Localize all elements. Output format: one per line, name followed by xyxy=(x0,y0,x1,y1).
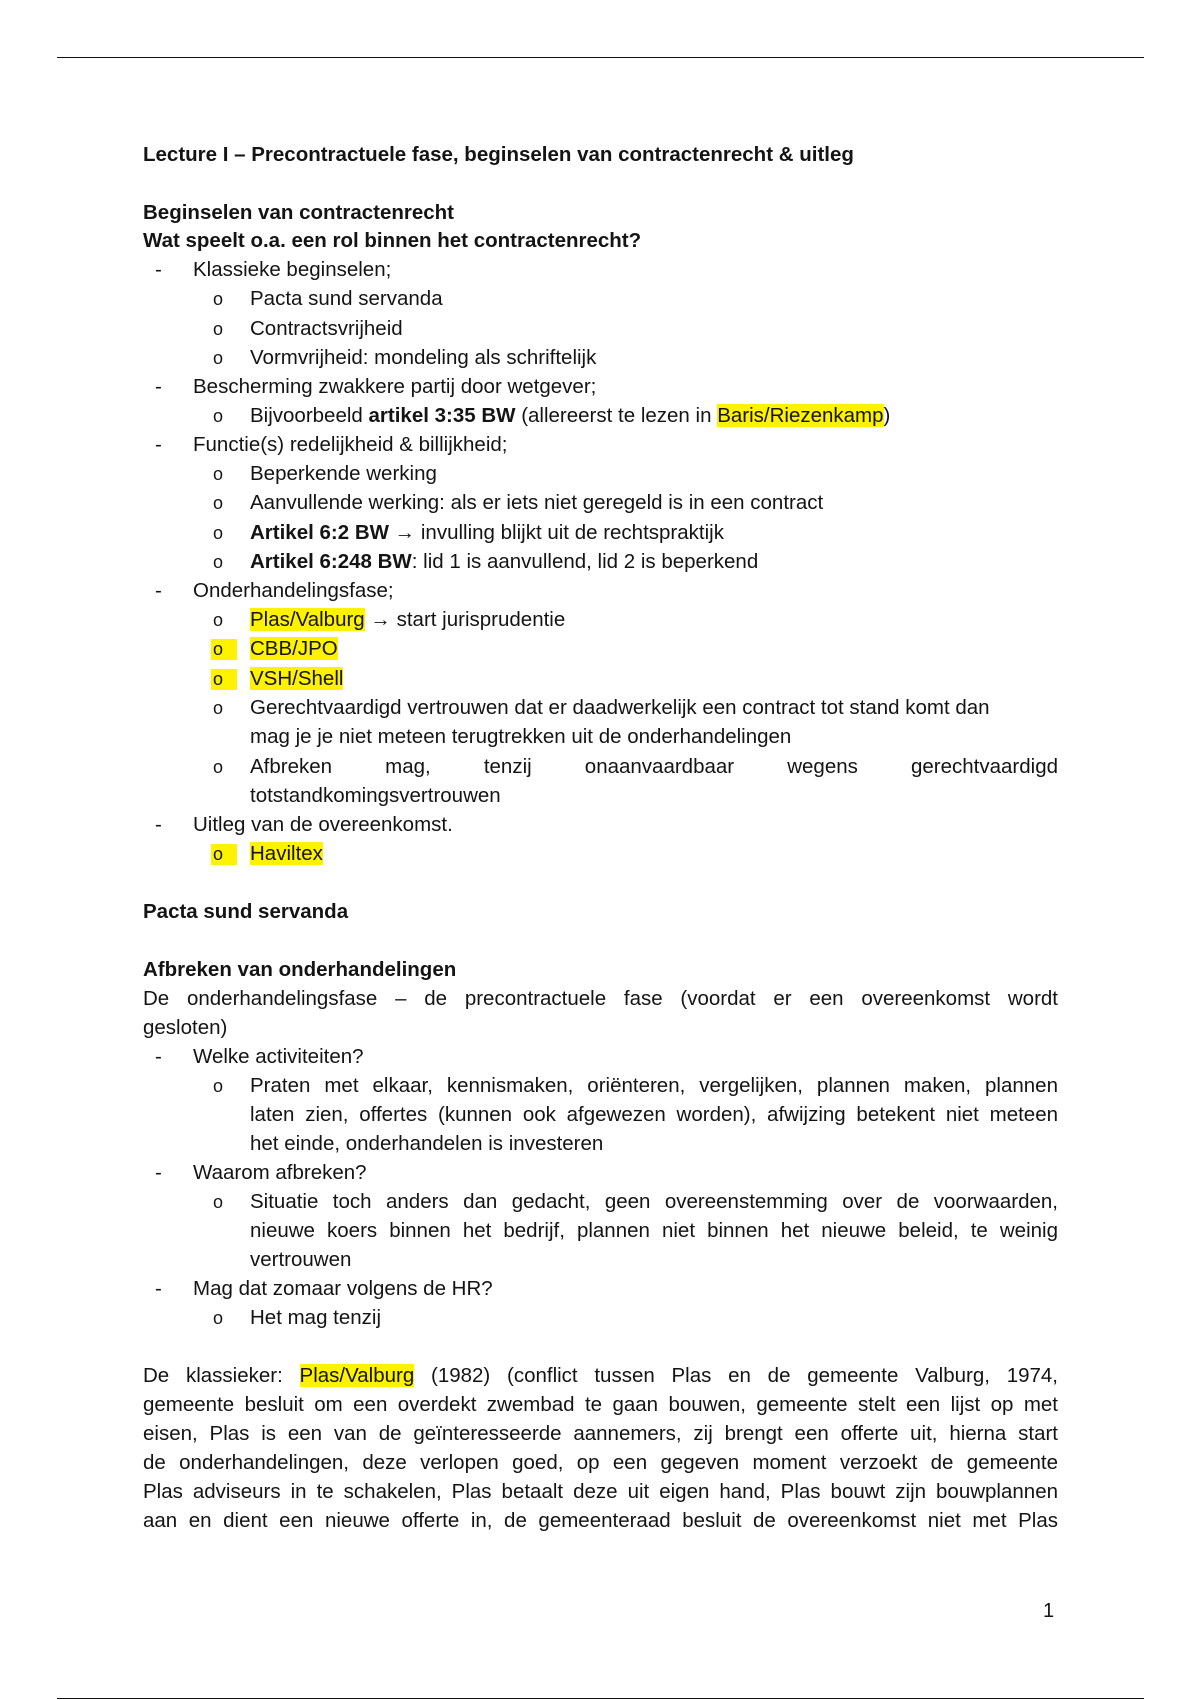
paragraph-line: De klassieker: Plas/Valburg (1982) (conflict tussen Plas en de gemeente Valburg, 1974, xyxy=(143,1364,1059,1387)
highlighted-case: VSH/Shell xyxy=(250,667,344,690)
dash-bullet: - xyxy=(155,375,162,398)
dash-bullet: - xyxy=(155,579,162,602)
sub-list-item: Aanvullende werking: als er iets niet geregeld is in een contract xyxy=(250,491,824,514)
list-item: Welke activiteiten? xyxy=(193,1045,364,1068)
sub-list-item: Situatie toch anders dan gedacht, geen overeenstemming over de voorwaarden, xyxy=(250,1190,1058,1213)
highlighted-case: Plas/Valburg xyxy=(299,1364,415,1387)
dash-bullet: - xyxy=(155,258,162,281)
highlighted-case: Plas/Valburg xyxy=(250,608,365,631)
dash-bullet: - xyxy=(155,1045,162,1068)
section-heading: Pacta sund servanda xyxy=(143,900,349,923)
circle-bullet: o xyxy=(213,464,224,484)
sub-list-item xyxy=(250,637,338,661)
circle-bullet: o xyxy=(213,757,224,777)
circle-bullet: o xyxy=(211,669,237,690)
circle-bullet: o xyxy=(213,1192,224,1212)
list-item: Bescherming zwakkere partij door wetgever; xyxy=(193,375,597,398)
sub-list-item-continued: mag je je niet meteen terugtrekken uit de onderhandelingen xyxy=(250,725,792,748)
circle-bullet: o xyxy=(213,552,224,572)
dash-bullet: - xyxy=(155,1161,162,1184)
dash-bullet: - xyxy=(155,433,162,456)
list-item: Waarom afbreken? xyxy=(193,1161,367,1184)
paragraph-line: eisen, Plas is een van de geïnteresseerde aannemers, zij brengt een offerte uit, hierna start xyxy=(143,1422,1058,1445)
circle-bullet: o xyxy=(213,493,224,513)
sub-list-item-continued: nieuwe koers binnen het bedrijf, plannen niet binnen het nieuwe beleid, te weinig xyxy=(250,1219,1058,1242)
circle-bullet: o xyxy=(213,319,224,339)
sub-list-item: Beperkende werking xyxy=(250,462,437,485)
footer-rule xyxy=(57,1698,1144,1699)
list-item: Onderhandelingsfase; xyxy=(193,579,394,602)
paragraph-line: Plas adviseurs in te schakelen, Plas betaalt deze uit eigen hand, Plas bouwt zijn bouwplannen xyxy=(143,1480,1058,1503)
paragraph-line: aan en dient een nieuwe offerte in, de gemeenteraad besluit de overeenkomst niet met Plas xyxy=(143,1509,1058,1532)
dash-bullet: - xyxy=(155,1277,162,1300)
circle-bullet: o xyxy=(211,844,237,865)
section-heading: Afbreken van onderhandelingen xyxy=(143,958,457,981)
sub-list-item xyxy=(250,667,343,691)
section-question: Wat speelt o.a. een rol binnen het contractenrecht? xyxy=(143,229,642,252)
sub-list-item: Vormvrijheid: mondeling als schriftelijk xyxy=(250,346,597,369)
circle-bullet: o xyxy=(213,610,224,630)
list-item: Uitleg van de overeenkomst. xyxy=(193,813,453,836)
list-item: Klassieke beginselen; xyxy=(193,258,392,281)
sub-list-item: Gerechtvaardigd vertrouwen dat er daadwerkelijk een contract tot stand komt dan xyxy=(250,696,990,719)
sub-list-item: Plas/Valburg → start jurisprudentie xyxy=(250,608,566,631)
sub-list-item: Artikel 6:2 BW → invulling blijkt uit de rechtspraktijk xyxy=(250,521,724,544)
sub-list-item: Artikel 6:248 BW: lid 1 is aanvullend, lid 2 is beperkend xyxy=(250,550,759,573)
sub-list-item: Pacta sund servanda xyxy=(250,287,443,310)
circle-bullet: o xyxy=(213,289,224,309)
highlighted-case: Baris/Riezenkamp xyxy=(717,404,884,427)
legal-reference: Artikel 6:2 BW xyxy=(250,521,389,544)
sub-list-item: Contractsvrijheid xyxy=(250,317,403,340)
sub-list-item xyxy=(250,842,323,866)
circle-bullet: o xyxy=(213,406,224,426)
sub-list-item: Praten met elkaar, kennismaken, oriënteren, vergelijken, plannen maken, plannen xyxy=(250,1074,1058,1097)
circle-bullet: o xyxy=(213,348,224,368)
list-item: Functie(s) redelijkheid & billijkheid; xyxy=(193,433,508,456)
section-heading: Beginselen van contractenrecht xyxy=(143,201,455,224)
sub-list-item-continued: totstandkomingsvertrouwen xyxy=(250,784,501,807)
sub-list-item-continued: vertrouwen xyxy=(250,1248,352,1271)
highlighted-case: CBB/JPO xyxy=(250,637,338,660)
sub-list-item: Het mag tenzij xyxy=(250,1306,382,1329)
header-rule xyxy=(57,57,1144,58)
page-number: 1 xyxy=(1043,1600,1055,1622)
sub-list-item: Bijvoorbeeld artikel 3:35 BW (allereerst te lezen in Baris/Riezenkamp) xyxy=(250,404,891,427)
sub-list-item-continued: het einde, onderhandelen is investeren xyxy=(250,1132,604,1155)
dash-bullet: - xyxy=(155,813,162,836)
circle-bullet: o xyxy=(213,523,224,543)
paragraph-line: gesloten) xyxy=(143,1016,228,1039)
circle-bullet: o xyxy=(211,639,237,660)
legal-reference: artikel 3:35 BW xyxy=(368,404,516,427)
circle-bullet: o xyxy=(213,1076,224,1096)
document-title: Lecture I – Precontractuele fase, beginselen van contractenrecht & uitleg xyxy=(143,143,854,166)
paragraph-line: de onderhandelingen, deze verlopen goed, op een gegeven moment verzoekt de gemeente xyxy=(143,1451,1058,1474)
sub-list-item: Afbreken mag, tenzij onaanvaardbaar wegens gerechtvaardigd xyxy=(250,755,1058,778)
circle-bullet: o xyxy=(213,1308,224,1328)
sub-list-item-continued: laten zien, offertes (kunnen ook afgewezen worden), afwijzing betekent niet meteen xyxy=(250,1103,1058,1126)
list-item: Mag dat zomaar volgens de HR? xyxy=(193,1277,493,1300)
legal-reference: Artikel 6:248 BW xyxy=(250,550,412,573)
highlighted-case: Haviltex xyxy=(250,842,323,865)
circle-bullet: o xyxy=(213,698,224,718)
paragraph-line: gemeente besluit om een overdekt zwembad te gaan bouwen, gemeente stelt een lijst op met xyxy=(143,1393,1058,1416)
paragraph-line: De onderhandelingsfase – de precontractuele fase (voordat er een overeenkomst wordt xyxy=(143,987,1058,1010)
